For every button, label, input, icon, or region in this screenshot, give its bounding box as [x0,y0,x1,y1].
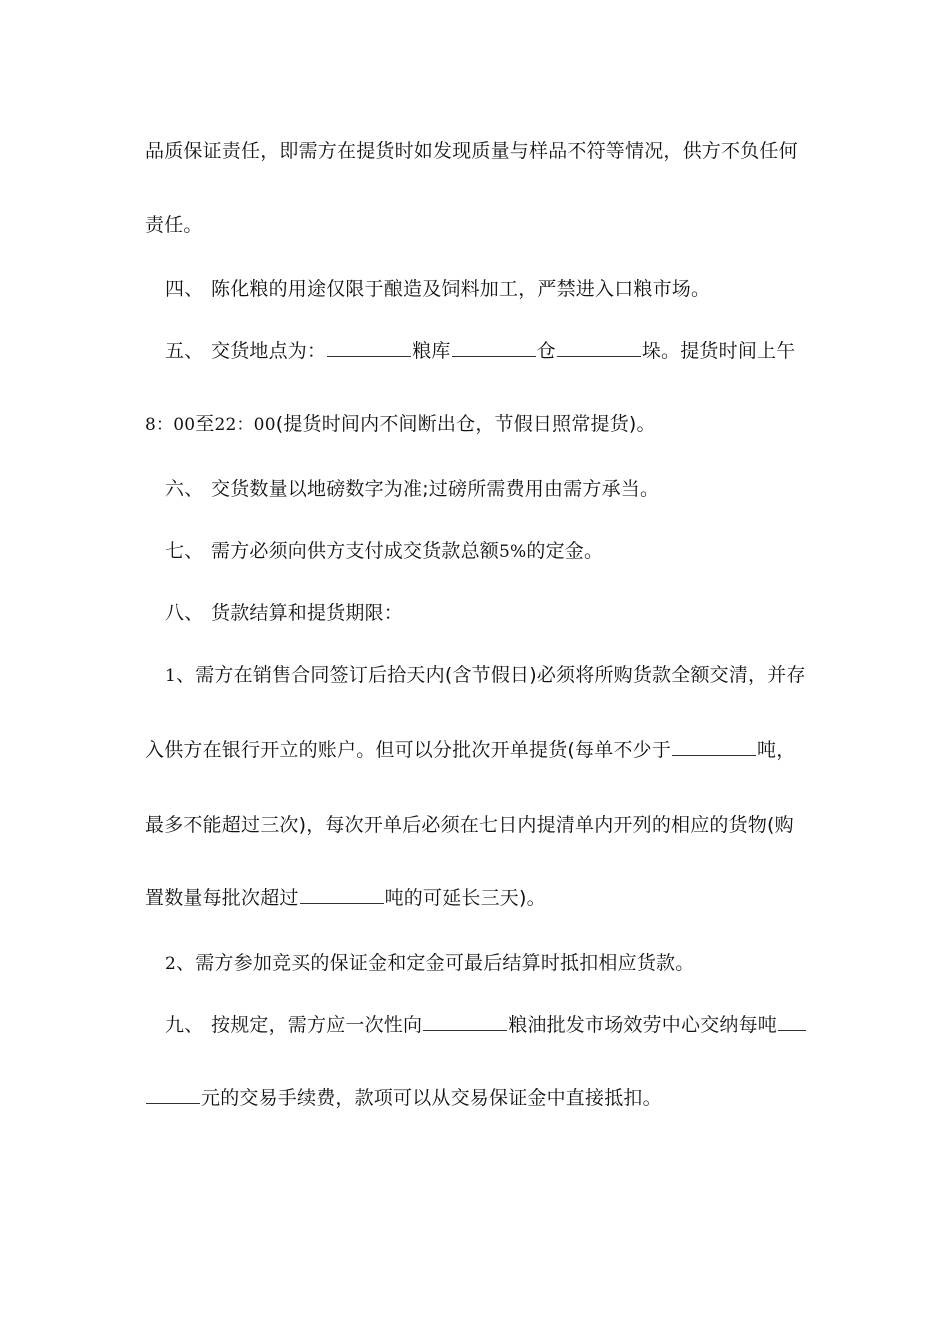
text: 垛。提货时间上午 [641,340,796,362]
clause-five [165,338,830,364]
text: 吨， [757,739,796,761]
text: 元的交易手续费，款项可以从交易保证金中直接抵扣。 [201,1087,662,1109]
fill-blank [672,737,756,756]
text: 需方必须向供方支付成交货款总额 [211,540,500,562]
paragraph-line [145,885,810,911]
fill-blank [452,338,536,357]
text: 按规定，需方应一次性向 [211,1014,423,1036]
text: 置数量每批次超过 [145,887,299,909]
clause-number: 四、 [165,278,204,300]
clause-six [165,476,830,502]
clause-number: 五、 [165,340,204,362]
text: 交货地点为： [211,340,327,362]
subclause-number: 2 [165,954,177,974]
paragraph-line [145,812,810,838]
time-text: 22：00 [214,415,276,435]
text: 的定金。 [526,540,604,562]
text: 吨的可延长三天)。 [384,887,546,909]
text: 、需方参加竞买的保证金和定金可最后结算时抵扣相应货款。 [176,952,695,974]
subclause-one [165,662,830,689]
clause-number: 七、 [165,540,204,562]
subclause-two [165,950,830,977]
fill-blank [146,1085,200,1104]
paragraph-line [145,138,810,164]
text: 、需方在销售合同签订后拾天内(含节假日)必须将所购货款全额交清，并存 [176,664,806,686]
text: 货款结算和提货期限： [211,602,404,624]
fill-blank [423,1012,507,1031]
text: (提货时间内不间断出仓，节假日照常提货)。 [275,413,656,435]
paragraph-line [145,411,810,438]
paragraph-line [145,737,810,763]
clause-eight [165,600,830,626]
text: 粮油批发市场效劳中心交纳每吨 [508,1014,778,1036]
text: 责任。 [145,214,203,236]
time-text: 8：00 [145,415,196,435]
fill-blank [300,885,384,904]
text: 至 [195,413,215,435]
text: 入供方在银行开立的账户。但可以分批次开单提货(每单不少于 [145,739,672,761]
subclause-number: 1 [165,666,177,686]
text: 品质保证责任，即需方在提货时如发现质量与样品不符等情况，供方不负任何 [145,140,798,162]
fill-blank [557,338,641,357]
clause-number: 九、 [165,1014,204,1036]
clause-four [165,276,830,302]
paragraph-line [145,212,810,238]
text: 陈化粮的用途仅限于酿造及饲料加工，严禁进入口粮市场。 [211,278,711,300]
text: 仓 [536,340,556,362]
paragraph-line [145,1085,810,1111]
text: 最多不能超过三次)，每次开单后必须在七日内提清单内开列的相应的货物(购 [145,814,794,836]
clause-number: 八、 [165,602,204,624]
text: 粮库 [412,340,451,362]
clause-seven [165,538,830,565]
clause-nine [165,1012,830,1038]
fill-blank [327,338,411,357]
clause-number: 六、 [165,478,204,500]
percent-text: 5% [499,542,527,562]
text: 交货数量以地磅数字为准;过磅所需费用由需方承当。 [211,478,660,500]
fill-blank [778,1012,806,1031]
